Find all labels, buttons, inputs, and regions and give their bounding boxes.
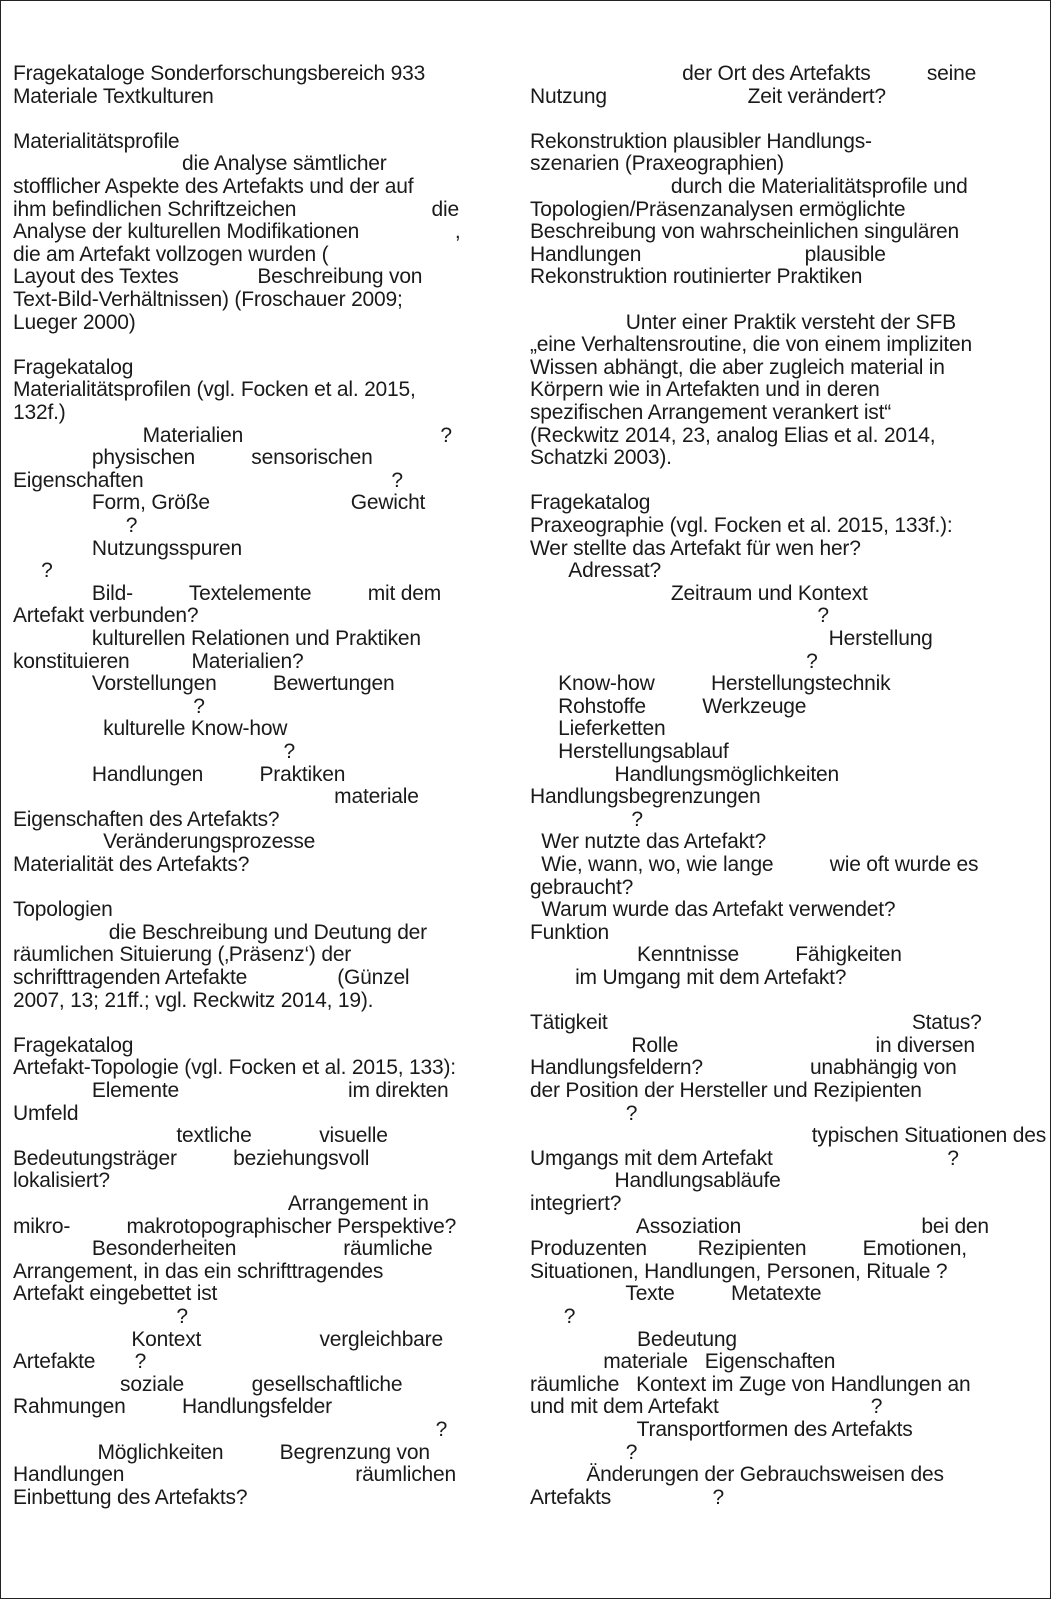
left-column-line: Handlungen räumlichen: [13, 1463, 456, 1487]
right-column-line: ?: [530, 807, 643, 831]
left-column-line: ?: [13, 559, 53, 583]
right-column-line: Wer nutzte das Artefakt?: [530, 830, 767, 854]
right-column-line: Situationen, Handlungen, Personen, Rituale ?: [530, 1259, 948, 1283]
left-column-line: textliche visuelle: [13, 1124, 388, 1148]
left-column-line: Fragekatalog: [13, 355, 134, 379]
left-column-line: Handlungen Praktiken: [13, 762, 346, 786]
left-column-line: kulturellen Relationen und Praktiken: [13, 627, 421, 650]
left-column-line: ihm befindlichen Schriftzeichen die: [13, 197, 459, 221]
left-column-line: physischen sensorischen: [13, 446, 373, 470]
left-column-line: Bedeutungsträger beziehungsvoll: [13, 1146, 370, 1170]
left-column-line: die am Artefakt vollzogen wurden (: [13, 242, 329, 266]
right-column-line: Rolle in diversen: [530, 1033, 975, 1057]
right-column-line: Zeitraum und Kontext: [530, 581, 868, 605]
right-column-line: ?: [530, 1440, 638, 1464]
left-column-line: die Beschreibung und Deutung der: [13, 920, 427, 944]
right-column-line: Änderungen der Gebrauchsweisen des: [530, 1463, 944, 1487]
left-column-line: Umfeld: [13, 1101, 79, 1125]
right-column-line: Handlungsfeldern? unabhängig von: [530, 1056, 957, 1080]
left-column-line: Analyse der kulturellen Modifikationen ,: [13, 220, 461, 244]
right-column-line: räumliche Kontext im Zuge von Handlungen an: [530, 1372, 971, 1396]
right-column-line: spezifischen Arrangement verankert ist“: [530, 401, 892, 424]
left-column-line: Fragekataloge Sonderforschungsbereich 933: [13, 62, 426, 85]
right-column-line: Schatzki 2003).: [530, 446, 672, 470]
left-column-line: mikro- makrotopographischer Perspektive?: [13, 1214, 457, 1238]
left-column-line: Elemente im direkten: [13, 1079, 449, 1102]
right-column-line: Herstellung: [530, 627, 933, 650]
left-column-line: Bild- Textelemente mit dem: [13, 581, 441, 605]
right-column-line: Warum wurde das Artefakt verwendet?: [530, 898, 896, 922]
right-column-line: Artefakts ?: [530, 1485, 724, 1509]
left-column-line: stofflicher Aspekte des Artefakts und der auf: [13, 175, 414, 198]
left-column-line: Materialitätsprofilen (vgl. Focken et al. 2015,: [13, 378, 416, 402]
left-column-line: 2007, 13; 21ff.; vgl. Reckwitz 2014, 19).: [13, 988, 374, 1012]
left-column-line: Nutzungsspuren: [13, 536, 243, 560]
right-column-line: gebraucht?: [530, 875, 634, 899]
left-column-line: Materialien ?: [13, 423, 452, 447]
left-column-line: lokalisiert?: [13, 1169, 110, 1193]
left-column-line: Topologien: [13, 898, 113, 922]
right-column-line: Rekonstruktion routinierter Praktiken: [530, 265, 863, 289]
left-column-line: kulturelle Know-how: [13, 717, 288, 741]
right-column-line: der Ort des Artefakts seine: [530, 62, 977, 85]
left-column-line: Artefakt eingebettet ist: [13, 1282, 218, 1306]
right-column-line: Wer stellte das Artefakt für wen her?: [530, 536, 861, 560]
right-column-line: Handlungsmöglichkeiten: [530, 762, 839, 786]
left-column-line: soziale gesellschaftliche: [13, 1372, 403, 1396]
right-column-line: ?: [530, 649, 818, 673]
left-column-line: Arrangement, in das ein schrifttragendes: [13, 1259, 384, 1283]
right-column-line: integriert?: [530, 1192, 622, 1215]
left-column-line: 132f.): [13, 401, 66, 424]
left-column-line: Vorstellungen Bewertungen: [13, 672, 395, 696]
right-column-line: Handlungsabläufe: [530, 1169, 781, 1193]
right-column-line: Kenntnisse Fähigkeiten: [530, 943, 902, 967]
right-column-line: typischen Situationen des: [530, 1124, 1047, 1148]
right-column-line: Adressat?: [530, 559, 662, 583]
right-column-line: im Umgang mit dem Artefakt?: [530, 966, 847, 989]
right-column-line: (Reckwitz 2014, 23, analog Elias et al. 2014,: [530, 423, 936, 447]
left-column-line: Layout des Textes Beschreibung von: [13, 265, 423, 289]
right-column-line: ?: [530, 1101, 638, 1125]
left-column-line: Form, Größe Gewicht: [13, 491, 426, 515]
right-column-line: durch die Materialitätsprofile und: [530, 175, 968, 198]
right-column-line: materiale Eigenschaften: [530, 1350, 836, 1374]
left-column-line: Eigenschaften ?: [13, 468, 403, 492]
left-column-line: Materiale Textkulturen: [13, 84, 214, 108]
left-column-line: ?: [13, 694, 205, 718]
right-column-line: ?: [530, 1305, 576, 1328]
right-column-line: und mit dem Artefakt ?: [530, 1395, 883, 1419]
right-column-line: Tätigkeit Status?: [530, 1011, 982, 1035]
right-column-line: Rohstoffe Werkzeuge: [530, 694, 807, 718]
left-column-line: konstituieren Materialien?: [13, 649, 304, 673]
right-column-line: Handlungsbegrenzungen: [530, 785, 761, 809]
left-column-line: schrifttragenden Artefakte (Günzel: [13, 966, 410, 989]
right-column-line: Know-how Herstellungstechnik: [530, 672, 891, 696]
right-column-line: der Position der Hersteller und Rezipienten: [530, 1079, 922, 1102]
left-column-line: Artefakt verbunden?: [13, 604, 199, 628]
left-column-line: Rahmungen Handlungsfelder: [13, 1395, 332, 1419]
right-column-line: Texte Metatexte: [530, 1282, 822, 1306]
left-column-line: Artefakt-Topologie (vgl. Focken et al. 2015, 133):: [13, 1056, 456, 1080]
left-column-line: ?: [13, 740, 295, 763]
right-column-line: Rekonstruktion plausibler Handlungs-: [530, 129, 872, 153]
left-column-line: Möglichkeiten Begrenzung von: [13, 1440, 430, 1464]
left-column-line: die Analyse sämtlicher: [13, 152, 387, 176]
right-column-line: Produzenten Rezipienten Emotionen,: [530, 1237, 967, 1261]
right-column-line: Bedeutung: [530, 1327, 737, 1351]
left-column-line: Besonderheiten räumliche: [13, 1237, 433, 1261]
left-column-line: Fragekatalog: [13, 1033, 134, 1057]
left-column-line: Materialitätsprofile: [13, 129, 180, 153]
left-column-line: räumlichen Situierung (‚Präsenz‘) der: [13, 943, 352, 967]
right-column-line: szenarien (Praxeographien): [530, 152, 784, 176]
right-column-line: Funktion: [530, 920, 609, 944]
right-column-line: Körpern wie in Artefakten und in deren: [530, 378, 880, 402]
left-column-line: materiale: [13, 785, 419, 809]
left-column-line: Veränderungsprozesse: [13, 830, 316, 854]
left-column-line: Arrangement in: [13, 1192, 429, 1215]
left-column-line: ?: [13, 1418, 448, 1441]
right-column-line: Praxeographie (vgl. Focken et al. 2015, 133f.):: [530, 514, 953, 537]
right-column-line: Umgangs mit dem Artefakt ?: [530, 1146, 959, 1170]
left-column-line: Eigenschaften des Artefakts?: [13, 807, 280, 831]
left-column-line: Artefakte ?: [13, 1350, 147, 1374]
right-column-line: Lieferketten: [530, 717, 666, 741]
right-column-line: Wissen abhängt, die aber zugleich material in: [530, 355, 945, 379]
right-column-line: ?: [530, 604, 829, 628]
right-column-line: Assoziation bei den: [530, 1214, 989, 1238]
left-column-line: ?: [13, 1305, 188, 1328]
right-column-line: Unter einer Praktik versteht der SFB: [530, 310, 956, 334]
right-column-line: Nutzung Zeit verändert?: [530, 84, 886, 108]
right-column-line: Topologien/Präsenzanalysen ermöglichte: [530, 197, 906, 221]
left-column-line: Text-Bild-Verhältnissen) (Froschauer 2009;: [13, 288, 403, 311]
right-column-line: Wie, wann, wo, wie lange wie oft wurde es: [530, 853, 979, 876]
left-column-line: Kontext vergleichbare: [13, 1327, 443, 1351]
right-column-line: Fragekatalog: [530, 491, 651, 515]
left-column-line: Materialität des Artefakts?: [13, 853, 250, 876]
right-column-line: Handlungen plausible: [530, 242, 886, 266]
right-column-line: Transportformen des Artefakts: [530, 1418, 913, 1441]
right-column-line: Beschreibung von wahrscheinlichen singulären: [530, 220, 959, 244]
left-column-line: Lueger 2000): [13, 310, 136, 334]
left-column-line: ?: [13, 514, 138, 537]
right-column-line: „eine Verhaltensroutine, die von einem impliziten: [530, 333, 972, 357]
left-column-line: Einbettung des Artefakts?: [13, 1485, 248, 1509]
right-column-line: Herstellungsablauf: [530, 740, 729, 763]
